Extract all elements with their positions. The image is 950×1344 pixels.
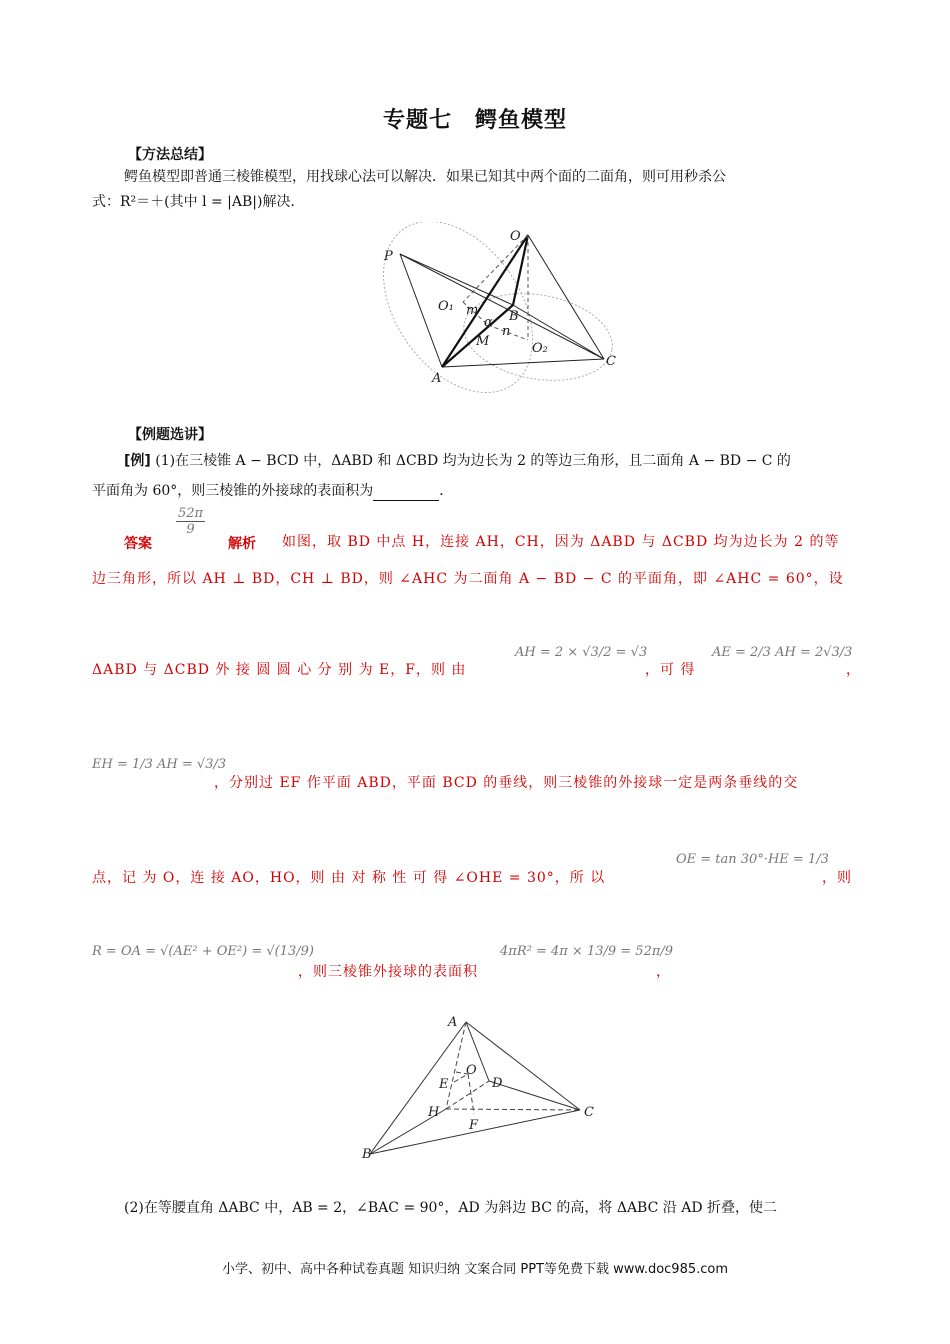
question-1-line-2: 平面角为 60°，则三棱锥的外接球的表面积为 <box>92 483 374 499</box>
analysis-line-2: 边三角形，所以 AH ⊥ BD，CH ⊥ BD，则 ∠AHC 为二面角 A − BD − C 的平面角，即 ∠AHC = 60°，设 <box>92 571 844 587</box>
example-tag: [例] <box>124 453 151 469</box>
analysis-line-3c: ， <box>846 662 860 678</box>
fig2-label-C: C <box>584 1105 594 1120</box>
fig1-label-alpha: α <box>484 315 493 330</box>
equation-AH: AH = 2 × √3/2 = √3 <box>515 645 648 660</box>
fig1-label-C: C <box>606 354 616 369</box>
method-line-2: 式：R²＝＋(其中 l = |AB|)解决． <box>92 194 305 210</box>
answer-blank <box>373 486 439 501</box>
analysis-line-4: ，分别过 EF 作平面 ABD，平面 BCD 的垂线，则三棱锥的外接球一定是两条垂线的交 <box>214 775 799 791</box>
analysis-line-5-end: ，则 <box>822 870 852 886</box>
fig1-label-O2: O₂ <box>532 341 548 356</box>
equation-EH: EH = 1/3 AH = √3/3 <box>92 757 227 772</box>
analysis-label: 解析 <box>228 536 256 552</box>
example-heading: 【例题选讲】 <box>128 427 212 443</box>
page-title: 专题七 鳄鱼模型 <box>382 108 567 133</box>
equation-OE: OE = tan 30°·HE = 1/3 <box>676 852 829 867</box>
method-line-1: 鳄鱼模型即普通三棱锥模型，用找球心法可以解决．如果已知其中两个面的二面角，则可用秒杀公 <box>124 169 726 185</box>
fig2-label-F: F <box>469 1118 479 1133</box>
question-1-line-1: (1)在三棱锥 A − BCD 中，ΔABD 和 ΔCBD 均为边长为 2 的等边三角形，且二面角 A − BD − C 的 <box>155 453 791 469</box>
fig1-label-B: B <box>509 309 519 324</box>
answer-value: $\frac{52\pi}{9}$ <box>178 506 204 537</box>
question-2: (2)在等腰直角 ΔABC 中，AB = 2，∠BAC = 90°，AD 为斜边 BC 的高，将 ΔABC 沿 AD 折叠，使二 <box>124 1200 777 1216</box>
equation-AE: AE = 2/3 AH = 2√3/3 <box>712 645 853 660</box>
equation-surface-area: 4πR² = 4π × 13/9 = 52π/9 <box>500 944 674 959</box>
method-heading: 【方法总结】 <box>128 147 212 163</box>
fig1-label-P: P <box>384 249 393 264</box>
fig2-label-D: D <box>492 1076 503 1091</box>
fig1-label-m: m <box>466 303 479 318</box>
fig1-label-O: O <box>510 229 521 244</box>
footer-banner: 小学、初中、高中各种试卷真题 知识归纳 文案合同 PPT等免费下载 www.doc985.com <box>221 1262 729 1277</box>
fig1-label-O1: O₁ <box>438 299 454 314</box>
tetrahedron-figure <box>356 1012 616 1168</box>
equation-R: R = OA = √(AE² + OE²) = √(13/9) <box>92 944 314 959</box>
answer-label: 答案 <box>124 536 152 552</box>
fig2-label-O: O <box>466 1063 477 1078</box>
fig2-label-A: A <box>448 1015 458 1030</box>
crocodile-model-figure <box>378 222 628 402</box>
fig1-label-n: n <box>502 324 511 339</box>
fig2-label-H: H <box>428 1105 440 1120</box>
fig2-label-B: B <box>362 1147 372 1162</box>
fig2-label-E: E <box>439 1077 449 1092</box>
question-1-end: ． <box>439 483 454 499</box>
analysis-line-6-end: ， <box>656 964 670 980</box>
analysis-line-1: 如图，取 BD 中点 H，连接 AH，CH，因为 ΔABD 与 ΔCBD 均为边长为 2 的等 <box>282 534 840 550</box>
analysis-line-5: 点，记 为 O，连 接 AO，HO，则 由 对 称 性 可 得 ∠OHE = 30°，所 以 <box>92 870 606 886</box>
analysis-line-3a: ΔABD 与 ΔCBD 外 接 圆 圆 心 分 别 为 E，F，则 由 <box>92 662 467 678</box>
fig1-label-M: M <box>476 334 490 349</box>
fig1-label-A: A <box>432 371 442 386</box>
analysis-line-6: ，则三棱锥外接球的表面积 <box>298 964 478 980</box>
analysis-line-3b: ，可 得 <box>645 662 696 678</box>
